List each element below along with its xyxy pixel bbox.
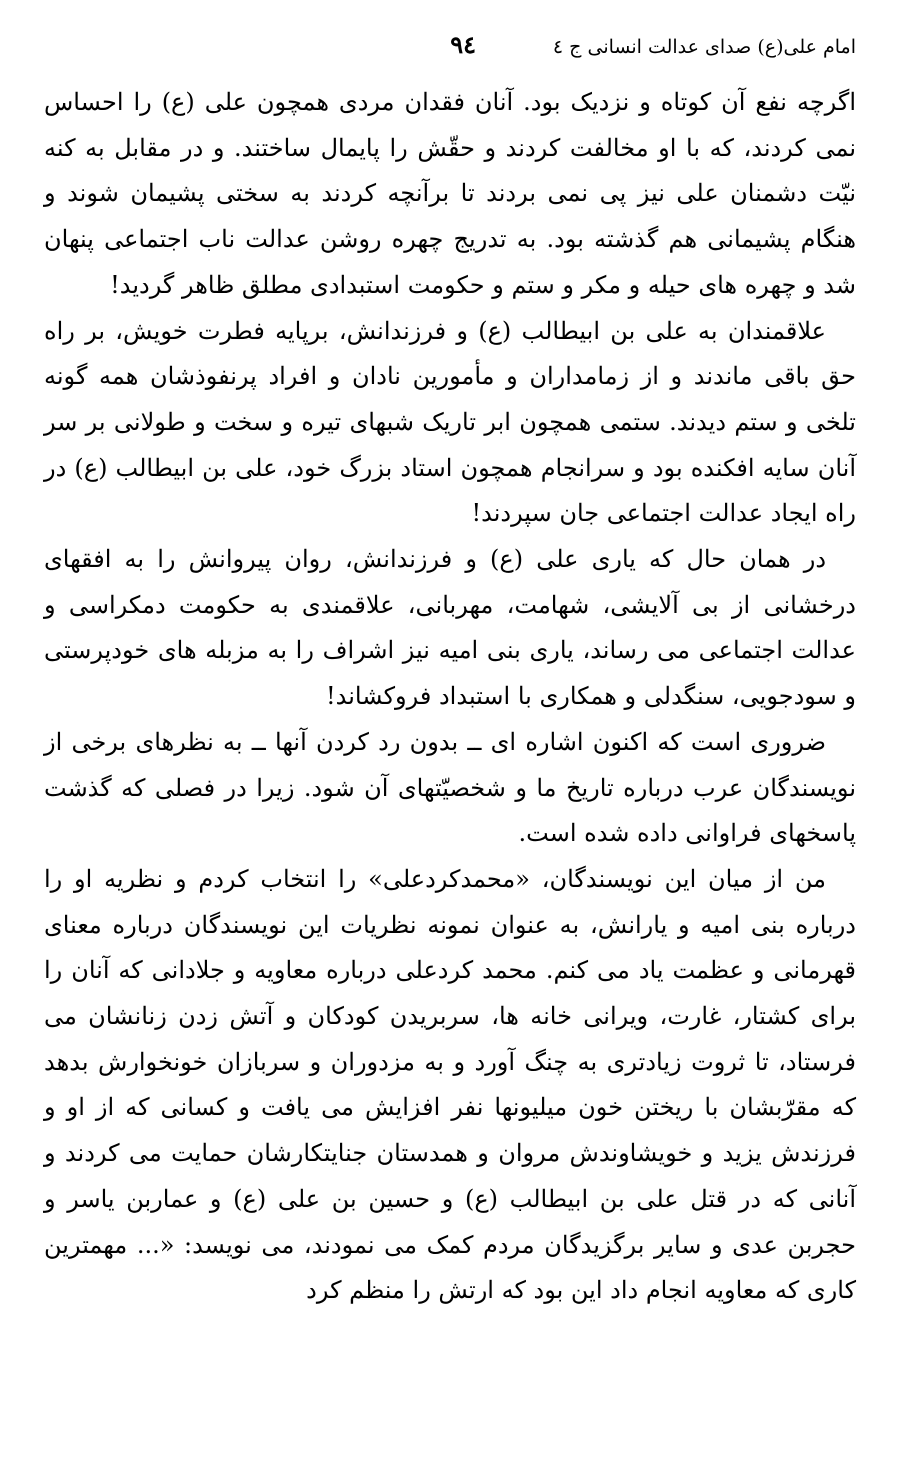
paragraph: من از میان این نویسندگان، «محمدکردعلی» را انتخاب کردم و نظریه او را درباره بنی امیه و یارانش، به عنوان نمونه نظریات این نویسندگان درباره معنای قهرمانی و عظمت یاد می کنم. محمد کردعلی درباره معاویه و جلادانی که آنان را برای کشتار، غارت، ویرانی خانه ها، سربریدن کودکان و آتش زدن زنانشان می فرستاد، تا ثروت زیادتری به چنگ آورد و به مزدوران و سربازان خونخوارش بدهد که مقرّبشان با ریختن خون میلیونها نفر افزایش می یافت و کسانی که از او و فرزندش یزید و خویشاوندش مروان و همدستان جنایتکارشان حمایت می کردند و آنانی که در قتل علی بن ابیطالب (ع) و حسین بن علی (ع) و عماربن یاسر و حجربن عدی و سایر برگزیدگان مردم کمک می نمودند، می نویسد: «... مهمترین کاری که معاویه انجام داد این بود که ارتش را منظم کرد — [44, 864, 856, 1305]
paragraph: در همان حال که یاری علی (ع) و فرزندانش، روان پیروانش را به افقهای درخشانی از بی آلایشی، شهامت، مهربانی، علاقمندی به حکومت دمکراسی و عدالت اجتماعی می رساند، یاری بنی امیه نیز اشراف را به مزبله های خودپرستی و سودجویی، سنگدلی و همکاری با استبداد فروکشاند! — [44, 545, 856, 711]
paragraph: اگرچه نفع آن کوتاه و نزدیک بود. آنان فقدان مردی همچون علی (ع) را احساس نمی کردند، که با او مخالفت کردند و حقّش را پایمال ساختند. و در مقابل به کنه نیّت دشمنان علی نیز پی نمی بردند تا برآنچه کردند به سختی پشیمان شوند و هنگام پشیمانی هم گذشته بود. به تدریج چهره روشن عدالت ناب اجتماعی پنهان شد و چهره های حیله و مکر و ستم و حکومت استبدادی مطلق ظاهر گردید! — [44, 88, 857, 299]
page-number: ٩٤ — [450, 30, 476, 59]
header-title: امام علی(ع) صدای عدالت انسانی ج ٤ — [552, 36, 856, 58]
paragraph: ضروری است که اکنون اشاره ای ــ بدون رد کردن آنها ــ به نظرهای برخی از نویسندگان عرب درباره تاریخ ما و شخصیّتهای آن شود. زیرا در فصلی که گذشت پاسخهای فراوانی داده شده است. — [44, 727, 856, 848]
running-header — [44, 28, 856, 68]
body-text — [44, 80, 856, 1314]
paragraph: علاقمندان به علی بن ابیطالب (ع) و فرزندانش، برپایه فطرت خویش، بر راه حق باقی ماندند و از زمامداران و مأمورین نادان و افراد پرنفوذشان همه گونه تلخی و ستم دیدند. ستمی همچون ابر تاریک شبهای تیره و سخت و طولانی بر سر آنان سایه افکنده بود و سرانجام همچون استاد بزرگ خود، علی بن ابیطالب (ع) در راه ایجاد عدالت اجتماعی جان سپردند! — [44, 316, 856, 528]
